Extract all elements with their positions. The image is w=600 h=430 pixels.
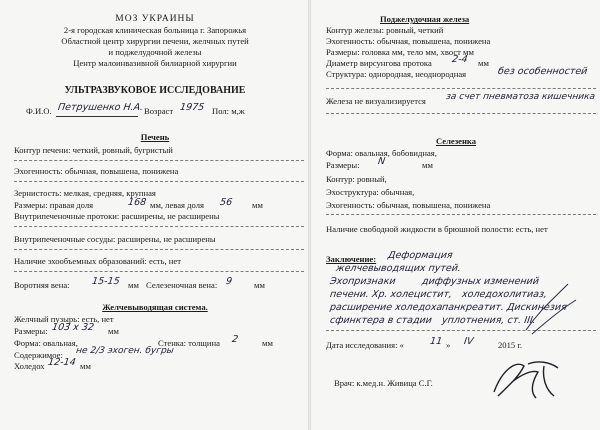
divider	[14, 160, 304, 161]
conclusion-line: печени. Хр. холецистит,	[329, 289, 453, 300]
spleen-form: Форма: овальная, бобовидная,	[326, 148, 437, 158]
pancreas-not-visualized: Железа не визуализируется	[326, 96, 426, 106]
liver-left-lobe-value: 56	[219, 197, 233, 208]
splenic-vein-label: Селезеночная вена:	[146, 280, 218, 290]
pancreas-duct-value: 2-4	[451, 54, 469, 65]
pancreas-duct-label: Диаметр вирсунгова протока	[326, 58, 432, 68]
liver-right-lobe-value: 168	[127, 197, 147, 208]
conclusion-line: уплотнения, ст. III.	[441, 315, 537, 326]
liver-size-mid: мм, левая доля	[150, 200, 204, 210]
splenic-vein-unit: мм	[254, 280, 265, 290]
spleen-echogenicity: Эхогенность: обычная, повышена, понижена	[326, 200, 491, 210]
exam-date-month: IV	[463, 336, 475, 347]
gallbladder-size-label: Размеры:	[14, 326, 48, 336]
gallbladder-size-unit: мм	[108, 326, 119, 336]
splenic-vein-value: 9	[225, 276, 233, 287]
gallbladder-form-label: Форма: овальная,	[14, 338, 78, 348]
liver-echogenicity: Эхогенность: обычная, повышена, понижена	[14, 166, 179, 176]
ministry-heading: МОЗ УКРАИНЫ	[115, 14, 195, 24]
spleen-structure: Эхоструктура: обычная,	[326, 187, 415, 197]
conclusion-scribble	[522, 270, 582, 340]
divider	[14, 181, 304, 182]
document-title: УЛЬТРАЗВУКОВОЕ ИССЛЕДОВАНИЕ	[64, 85, 246, 96]
sex-label: Пол: м,ж	[212, 106, 245, 116]
department-name: Центр малоинвазивной билиарной хирургии	[73, 58, 237, 68]
divider	[14, 226, 304, 227]
fio-value: Петрушенко Н.А.	[57, 102, 144, 113]
page-fold	[308, 0, 311, 430]
divider	[14, 249, 304, 250]
liver-size-unit: мм	[252, 200, 263, 210]
conclusion-line: желчевыводящих путей.	[335, 263, 462, 274]
gallbladder-wall-value: 2	[231, 334, 239, 345]
center-name-line1: Областной центр хирургии печени, желчных путей	[61, 36, 249, 46]
choledoch-label: Холедох	[14, 361, 45, 371]
portal-vein-label: Воротняя вена:	[14, 280, 70, 290]
spleen-heading: Селезенка	[435, 136, 477, 146]
portal-vein-value: 15-15	[91, 276, 121, 287]
choledoch-unit: мм	[80, 361, 91, 371]
liver-lesions: Наличие эхообъемных образований: есть, нет	[14, 256, 181, 266]
exam-date-label: Дата исследования: «	[326, 340, 404, 350]
gallbladder-content-label: Содержимое:	[14, 350, 63, 360]
age-label: Возраст	[144, 106, 174, 116]
spleen-size-value: N	[377, 156, 386, 167]
hospital-name: 2-я городская клиническая больница г. Запорожья	[63, 25, 247, 35]
exam-date-quote: »	[446, 340, 451, 350]
liver-grain: Зернистость: мелкая, средняя, крупная	[14, 188, 156, 198]
gallbladder-content-value: не 2/3 эхоген. бугры	[75, 346, 175, 356]
spleen-size-unit: мм	[422, 160, 433, 170]
pancreas-duct-unit: мм	[478, 58, 489, 68]
divider	[14, 271, 304, 272]
biliary-heading: Желчевыводящая система.	[102, 302, 208, 312]
liver-size-label: Размеры: правая доля	[14, 200, 94, 210]
liver-contour: Контур печени: четкий, ровный, бугристый	[14, 145, 173, 155]
pancreas-structure: Структура: однородная, неоднородная	[326, 69, 467, 79]
exam-date-year: 2015 г.	[498, 340, 523, 350]
pancreas-heading: Поджелудочная железа	[380, 14, 470, 24]
conclusion-line: Деформация	[387, 250, 454, 261]
pancreas-structure-value: без особенностей	[497, 66, 589, 77]
conclusion-line: сфинктера в стадии	[329, 315, 433, 326]
conclusion-label: Заключение:	[326, 254, 377, 264]
choledoch-value: 12-14	[47, 357, 77, 368]
conclusion-line: диффузных изменений	[421, 276, 540, 287]
gallbladder-size-value: 103 х 32	[51, 322, 95, 333]
gallbladder-label: Желчный пузырь: есть, нет	[14, 314, 114, 324]
right-column	[312, 0, 600, 430]
conclusion-line: панкреатит. Дискинезия	[441, 302, 568, 313]
pancreas-echogenicity: Эхогенность: обычная, повышена, понижена	[326, 36, 491, 46]
divider	[326, 113, 596, 114]
pancreas-size: Размеры: головка мм, тело мм, хвост мм	[326, 47, 474, 57]
liver-heading: Печень	[140, 132, 170, 142]
portal-vein-unit: мм	[128, 280, 139, 290]
pancreas-contour: Контур железы: ровный, четкий	[326, 25, 444, 35]
liver-vessels: Внутрипеченочные сосуды: расширены, не расширены	[14, 234, 216, 244]
free-fluid: Наличие свободной жидкости в брюшной полости: есть, нет	[326, 224, 548, 234]
divider	[326, 214, 596, 215]
spleen-size-label: Размеры:	[326, 160, 360, 170]
gallbladder-wall-label: Стенка: толщина	[158, 338, 220, 348]
divider	[326, 88, 596, 89]
exam-date-day: 11	[429, 336, 443, 347]
liver-ducts: Внутрипеченочные протоки: расширены, не расширены	[14, 211, 220, 221]
gallbladder-wall-unit: мм	[262, 338, 273, 348]
conclusion-line: расширение холедоха	[329, 302, 444, 313]
conclusion-line: Эхопризнаки	[329, 276, 397, 287]
age-value: 1975	[179, 102, 205, 113]
center-name-line2: и поджелудочной железы	[108, 47, 202, 57]
doctor-signature	[488, 352, 568, 408]
fio-line	[56, 116, 138, 117]
pancreas-not-visualized-value: за счет пневматоза кишечника	[445, 92, 596, 102]
doctor-name: Врач: к.мед.н. Живица С.Г.	[334, 378, 433, 388]
spleen-contour: Контур: ровный,	[326, 174, 387, 184]
conclusion-line: холедохолитиаз,	[461, 289, 548, 300]
fio-label: Ф.И.О.	[26, 106, 52, 116]
